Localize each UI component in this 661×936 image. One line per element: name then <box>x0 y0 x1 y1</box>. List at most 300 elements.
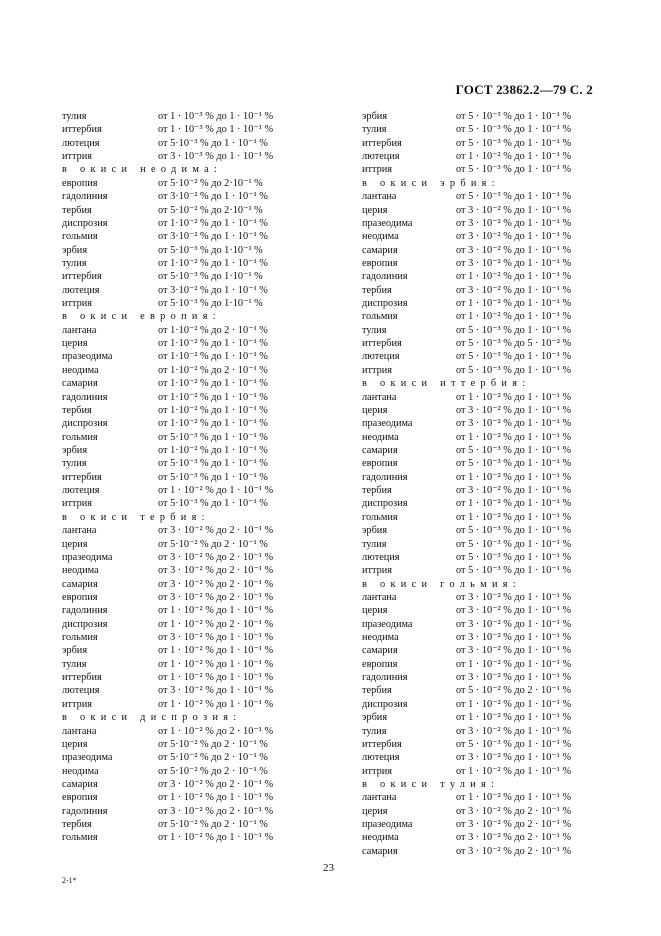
concentration-range: от 3 · 10⁻² % до 2 · 10⁻¹ % <box>158 778 274 790</box>
concentration-range: от 3 · 10⁻² % до 1 · 10⁻¹ % <box>456 591 572 603</box>
element-name: лантана <box>362 792 397 804</box>
element-name: эрбия <box>362 111 388 122</box>
element-range-row <box>362 725 602 738</box>
element-range-row <box>362 444 602 457</box>
element-name: гольмия <box>362 311 398 323</box>
concentration-range: от 1 · 10⁻² % до 1 · 10⁻¹ % <box>456 658 572 670</box>
concentration-range: от 3 · 10⁻² % до 2 · 10⁻¹ % <box>456 845 572 857</box>
concentration-range: от 3 · 10⁻² % до 1 · 10⁻¹ % <box>456 605 572 617</box>
element-name: гольмия <box>62 431 98 443</box>
element-range-row <box>62 444 302 457</box>
concentration-range: от 5 · 10⁻³ % до 5 · 10⁻² % <box>456 338 572 350</box>
element-name: иттрия <box>62 498 93 510</box>
element-name: лютеция <box>62 137 100 149</box>
element-name: лютеция <box>62 485 100 497</box>
element-name: иттербия <box>62 471 102 483</box>
element-name: иттербия <box>62 271 102 283</box>
concentration-range: от 5·10⁻² % до 2 · 10⁻¹ % <box>158 819 268 831</box>
element-range-row <box>62 471 302 484</box>
element-range-row <box>362 163 602 176</box>
concentration-range: от 5·10⁻³ % до 1 · 10⁻¹ % <box>158 458 268 470</box>
element-name: гадолиния <box>362 271 408 283</box>
element-range-row <box>62 524 302 537</box>
element-range-row <box>362 324 602 337</box>
element-name: эрбия <box>62 645 88 657</box>
element-range-row <box>62 350 302 363</box>
concentration-range: от 1·10⁻² % до 1 · 10⁻¹ % <box>158 338 268 350</box>
concentration-range: от 1 · 10⁻³ % до 1 · 10⁻¹ % <box>158 124 274 136</box>
element-name: иттербия <box>362 338 402 350</box>
concentration-range: от 3 · 10⁻² % до 1 · 10⁻¹ % <box>456 725 572 737</box>
element-range-row <box>62 791 302 804</box>
element-name: празеодима <box>62 551 113 563</box>
section-heading-text: в окиси европия: <box>62 311 221 323</box>
element-range-row <box>362 591 602 604</box>
element-name: эрбия <box>62 244 88 256</box>
concentration-range: от 5·10⁻³ % до 1 · 10⁻¹ % <box>158 498 268 510</box>
concentration-range: от 1 · 10⁻² % до 1 · 10⁻¹ % <box>456 151 572 163</box>
element-name: эрбия <box>362 712 388 724</box>
element-range-row <box>62 177 302 190</box>
element-name: лантана <box>362 591 397 603</box>
element-name: лютеция <box>62 685 100 697</box>
concentration-range: от 5·10⁻² % до 2 · 10⁻¹ % <box>158 752 268 764</box>
element-range-row <box>62 578 302 591</box>
element-range-row <box>362 337 602 350</box>
element-range-row <box>62 230 302 243</box>
element-range-row <box>62 725 302 738</box>
concentration-range: от 1 · 10⁻² % до 2 · 10⁻¹ % <box>158 725 274 737</box>
element-name: тулия <box>62 658 87 670</box>
concentration-range: от 5·10⁻³ % до 1 · 10⁻¹ % <box>158 431 268 443</box>
concentration-range: от 5 · 10⁻³ % до 1 · 10⁻¹ % <box>456 124 572 136</box>
right-column <box>362 110 602 858</box>
element-range-row <box>62 698 302 711</box>
element-range-row <box>62 618 302 631</box>
element-range-row <box>62 457 302 470</box>
element-range-row <box>62 123 302 136</box>
element-name: неодима <box>362 231 399 243</box>
element-name: церия <box>362 805 388 817</box>
element-name: празеодима <box>362 217 413 229</box>
concentration-range: от 3 · 10⁻² % до 2 · 10⁻¹ % <box>158 565 274 577</box>
element-name: иттрия <box>362 565 393 577</box>
section-heading-text: в окиси иттербия: <box>362 378 531 390</box>
element-range-row <box>362 551 602 564</box>
element-range-row <box>362 564 602 577</box>
section-heading-text: в окиси диспрозия: <box>62 712 242 724</box>
element-name: гадолиния <box>62 191 108 203</box>
concentration-range: от 1 · 10⁻² % до 1 · 10⁻¹ % <box>456 271 572 283</box>
element-range-row <box>62 404 302 417</box>
concentration-range: от 5·10⁻³ % до 1·10⁻¹ % <box>158 298 263 310</box>
element-name: европия <box>62 177 98 189</box>
element-range-row <box>362 150 602 163</box>
element-range-row <box>362 845 602 858</box>
concentration-range: от 3 · 10⁻² % до 1 · 10⁻¹ % <box>456 672 572 684</box>
element-range-row <box>62 631 302 644</box>
page-number: 23 <box>323 862 334 874</box>
concentration-range: от 5·10⁻³ % до 1·10⁻¹ % <box>158 271 263 283</box>
concentration-range: от 1 · 10⁻² % до 1 · 10⁻¹ % <box>456 712 572 724</box>
element-range-row <box>362 391 602 404</box>
element-name: самария <box>62 578 98 590</box>
section-heading <box>62 511 302 524</box>
element-range-row <box>62 751 302 764</box>
element-range-row <box>62 805 302 818</box>
concentration-range: от 3 · 10⁻² % до 2 · 10⁻¹ % <box>158 525 274 537</box>
concentration-range: от 1·10⁻² % до 1 · 10⁻¹ % <box>158 217 268 229</box>
element-name: гадолиния <box>362 672 408 684</box>
concentration-range: от 3 · 10⁻² % до 2 · 10⁻¹ % <box>158 551 274 563</box>
element-name: диспрозия <box>62 618 108 630</box>
section-heading-text: в окиси эрбия: <box>362 177 500 189</box>
element-range-row <box>362 230 602 243</box>
element-range-row <box>362 204 602 217</box>
element-name: иттрия <box>62 151 93 163</box>
element-range-row <box>362 350 602 363</box>
element-name: самария <box>362 845 398 857</box>
concentration-range: от 1 · 10⁻² % до 1 · 10⁻¹ % <box>456 391 572 403</box>
element-name: иттербия <box>62 124 102 136</box>
element-name: европия <box>362 658 398 670</box>
concentration-range: от 1 · 10⁻² % до 1 · 10⁻¹ % <box>456 792 572 804</box>
section-heading-text: в окиси неодима: <box>62 164 223 176</box>
concentration-range: от 3 · 10⁻² % до 2 · 10⁻¹ % <box>158 805 274 817</box>
concentration-range: от 1 · 10⁻² % до 1 · 10⁻¹ % <box>456 431 572 443</box>
concentration-range: от 5·10⁻² % до 2·10⁻¹ % <box>158 204 263 216</box>
concentration-range: от 1 · 10⁻³ % до 1 · 10⁻¹ % <box>158 111 274 122</box>
element-name: церия <box>62 338 88 350</box>
element-range-row <box>362 631 602 644</box>
concentration-range: от 3 · 10⁻² % до 1 · 10⁻¹ % <box>456 632 572 644</box>
element-range-row <box>62 190 302 203</box>
element-name: гадолиния <box>62 805 108 817</box>
element-name: иттрия <box>62 298 93 310</box>
element-range-row <box>362 431 602 444</box>
element-name: тулия <box>362 725 387 737</box>
element-name: церия <box>362 404 388 416</box>
element-name: празеодима <box>362 618 413 630</box>
element-name: неодима <box>362 632 399 644</box>
concentration-range: от 5·10⁻³ % до 1·10⁻¹ % <box>158 244 263 256</box>
element-name: иттрия <box>362 364 393 376</box>
concentration-range: от 3 · 10⁻² % до 1 · 10⁻¹ % <box>158 632 274 644</box>
element-range-row <box>62 778 302 791</box>
section-heading <box>62 163 302 176</box>
element-name: церия <box>362 605 388 617</box>
concentration-range: от 5 · 10⁻³ % до 1 · 10⁻¹ % <box>456 551 572 563</box>
element-name: гольмия <box>362 511 398 523</box>
element-name: тулия <box>362 538 387 550</box>
element-name: лютеция <box>362 551 400 563</box>
concentration-range: от 1 · 10⁻² % до 1 · 10⁻¹ % <box>456 511 572 523</box>
concentration-range: от 1 · 10⁻² % до 1 · 10⁻¹ % <box>456 698 572 710</box>
element-range-row <box>362 831 602 844</box>
element-range-row <box>62 591 302 604</box>
concentration-range: от 1 · 10⁻² % до 1 · 10⁻¹ % <box>456 765 572 777</box>
concentration-range: от 3 · 10⁻² % до 2 · 10⁻¹ % <box>158 578 274 590</box>
element-range-row <box>362 217 602 230</box>
concentration-range: от 3 · 10⁻² % до 1 · 10⁻¹ % <box>456 485 572 497</box>
element-range-row <box>362 497 602 510</box>
concentration-range: от 3 · 10⁻² % до 1 · 10⁻¹ % <box>456 244 572 256</box>
element-name: неодима <box>62 364 99 376</box>
concentration-range: от 1 · 10⁻² % до 1 · 10⁻¹ % <box>158 832 274 844</box>
element-name: гольмия <box>62 632 98 644</box>
element-name: лютеция <box>362 752 400 764</box>
concentration-range: от 1 · 10⁻² % до 1 · 10⁻¹ % <box>158 672 274 684</box>
element-name: тулия <box>62 257 87 269</box>
concentration-range: от 1·10⁻² % до 1 · 10⁻¹ % <box>158 404 268 416</box>
concentration-range: от 1·10⁻² % до 1 · 10⁻¹ % <box>158 444 268 456</box>
element-name: тербия <box>362 485 392 497</box>
element-name: празеодима <box>362 819 413 831</box>
element-name: неодима <box>362 832 399 844</box>
concentration-range: от 1·10⁻² % до 2 · 10⁻¹ % <box>158 364 268 376</box>
concentration-range: от 3 · 10⁻² % до 1 · 10⁻¹ % <box>158 685 274 697</box>
element-range-row <box>62 431 302 444</box>
concentration-range: от 1 · 10⁻² % до 1 · 10⁻¹ % <box>456 298 572 310</box>
element-name: диспрозия <box>362 698 408 710</box>
element-name: тербия <box>62 404 92 416</box>
concentration-range: от 1 · 10⁻² % до 1 · 10⁻¹ % <box>158 698 274 710</box>
element-range-row <box>362 270 602 283</box>
element-name: диспрозия <box>362 498 408 510</box>
concentration-range: от 5 · 10⁻³ % до 1 · 10⁻¹ % <box>456 738 572 750</box>
element-range-row <box>362 297 602 310</box>
element-name: гадолиния <box>62 605 108 617</box>
element-range-row <box>62 297 302 310</box>
element-name: тулия <box>362 324 387 336</box>
concentration-range: от 3 · 10⁻² % до 1 · 10⁻¹ % <box>456 204 572 216</box>
element-range-row <box>62 765 302 778</box>
concentration-range: от 5 · 10⁻³ % до 1 · 10⁻¹ % <box>456 458 572 470</box>
element-name: празеодима <box>62 351 113 363</box>
concentration-range: от 3 · 10⁻² % до 2 · 10⁻¹ % <box>456 805 572 817</box>
element-range-row <box>362 110 602 123</box>
element-name: диспрозия <box>362 298 408 310</box>
concentration-range: от 1·10⁻² % до 1 · 10⁻¹ % <box>158 378 268 390</box>
element-name: тулия <box>62 111 87 122</box>
concentration-range: от 5 · 10⁻³ % до 1 · 10⁻¹ % <box>456 137 572 149</box>
element-name: тулия <box>62 458 87 470</box>
concentration-range: от 5 · 10⁻³ % до 1 · 10⁻¹ % <box>456 525 572 537</box>
element-range-row <box>362 257 602 270</box>
concentration-range: от 5 · 10⁻³ % до 1 · 10⁻¹ % <box>456 191 572 203</box>
element-range-row <box>362 658 602 671</box>
concentration-range: от 5 · 10⁻³ % до 1 · 10⁻¹ % <box>456 565 572 577</box>
element-range-row <box>62 110 302 123</box>
element-range-row <box>362 604 602 617</box>
element-name: иттербия <box>62 672 102 684</box>
section-heading <box>362 578 602 591</box>
element-name: самария <box>362 645 398 657</box>
element-name: празеодима <box>62 752 113 764</box>
concentration-range: от 1 · 10⁻² % до 1 · 10⁻¹ % <box>158 485 274 497</box>
element-name: лютеция <box>362 151 400 163</box>
element-name: неодима <box>362 431 399 443</box>
concentration-range: от 5 · 10⁻² % до 2 · 10⁻¹ % <box>456 685 572 697</box>
element-range-row <box>62 538 302 551</box>
section-heading-text: в окиси гольмия: <box>362 578 521 590</box>
element-name: церия <box>62 738 88 750</box>
sheet-mark: 2-1* <box>62 876 77 885</box>
element-name: иттрия <box>362 765 393 777</box>
element-name: иттербия <box>362 137 402 149</box>
element-range-row <box>62 137 302 150</box>
concentration-range: от 3 · 10⁻² % до 2 · 10⁻¹ % <box>158 591 274 603</box>
concentration-range: от 3 · 10⁻² % до 1 · 10⁻¹ % <box>456 257 572 269</box>
concentration-range: от 5 · 10⁻³ % до 1 · 10⁻¹ % <box>456 351 572 363</box>
section-heading-text: в окиси тербия: <box>62 511 210 523</box>
element-range-row <box>362 738 602 751</box>
element-range-row <box>362 791 602 804</box>
concentration-range: от 3·10⁻² % до 1 · 10⁻¹ % <box>158 231 268 243</box>
element-name: гадолиния <box>362 471 408 483</box>
element-range-row <box>362 404 602 417</box>
element-name: самария <box>62 778 98 790</box>
standard-header: ГОСТ 23862.2—79 С. 2 <box>455 82 593 97</box>
element-range-row <box>62 497 302 510</box>
element-range-row <box>62 217 302 230</box>
element-range-row <box>62 364 302 377</box>
element-range-row <box>62 484 302 497</box>
concentration-range: от 3 · 10⁻² % до 1 · 10⁻¹ % <box>456 284 572 296</box>
element-name: церия <box>362 204 388 216</box>
element-range-row <box>62 324 302 337</box>
element-name: гадолиния <box>62 391 108 403</box>
concentration-range: от 1 · 10⁻² % до 1 · 10⁻¹ % <box>158 605 274 617</box>
element-name: гольмия <box>62 231 98 243</box>
element-range-row <box>362 751 602 764</box>
element-name: неодима <box>62 765 99 777</box>
concentration-range: от 5 · 10⁻³ % до 1 · 10⁻¹ % <box>456 444 572 456</box>
element-name: лантана <box>62 725 97 737</box>
concentration-range: от 5 · 10⁻³ % до 1 · 10⁻¹ % <box>456 164 572 176</box>
element-name: иттрия <box>62 698 93 710</box>
section-heading-text: в окиси тулия: <box>362 778 500 790</box>
element-range-row <box>362 618 602 631</box>
element-range-row <box>362 818 602 831</box>
concentration-range: от 1 · 10⁻² % до 1 · 10⁻¹ % <box>456 311 572 323</box>
element-name: лантана <box>362 391 397 403</box>
element-range-row <box>362 417 602 430</box>
element-range-row <box>62 417 302 430</box>
concentration-range: от 3 · 10⁻² % до 1 · 10⁻¹ % <box>456 231 572 243</box>
concentration-range: от 3 · 10⁻² % до 1 · 10⁻¹ % <box>456 618 572 630</box>
element-range-row <box>62 818 302 831</box>
concentration-range: от 1·10⁻² % до 1 · 10⁻¹ % <box>158 391 268 403</box>
concentration-range: от 5 · 10⁻³ % до 1 · 10⁻¹ % <box>456 111 572 122</box>
element-name: самария <box>362 244 398 256</box>
element-range-row <box>362 511 602 524</box>
element-range-row <box>62 738 302 751</box>
concentration-range: от 5·10⁻² % до 2 · 10⁻¹ % <box>158 738 268 750</box>
element-range-row <box>62 671 302 684</box>
element-name: тербия <box>62 819 92 831</box>
concentration-range: от 5·10⁻² % до 2 · 10⁻¹ % <box>158 765 268 777</box>
concentration-range: от 5·10⁻³ % до 1 · 10⁻¹ % <box>158 137 268 149</box>
element-name: иттрия <box>362 164 393 176</box>
concentration-range: от 1·10⁻² % до 1 · 10⁻¹ % <box>158 418 268 430</box>
concentration-range: от 1·10⁻² % до 1 · 10⁻¹ % <box>158 257 268 269</box>
element-range-row <box>362 805 602 818</box>
concentration-range: от 3 · 10⁻² % до 1 · 10⁻¹ % <box>456 217 572 229</box>
element-name: лантана <box>362 191 397 203</box>
element-range-row <box>62 244 302 257</box>
concentration-range: от 1 · 10⁻² % до 1 · 10⁻¹ % <box>158 658 274 670</box>
concentration-range: от 3 · 10⁻² % до 1 · 10⁻¹ % <box>456 645 572 657</box>
element-name: самария <box>362 444 398 456</box>
concentration-range: от 3·10⁻² % до 1 · 10⁻¹ % <box>158 284 268 296</box>
concentration-range: от 1 · 10⁻² % до 2 · 10⁻¹ % <box>158 618 274 630</box>
concentration-range: от 5·10⁻³ % до 1 · 10⁻¹ % <box>158 471 268 483</box>
element-range-row <box>362 137 602 150</box>
element-range-row <box>362 457 602 470</box>
element-range-row <box>362 698 602 711</box>
section-heading <box>362 778 602 791</box>
element-range-row <box>62 644 302 657</box>
concentration-range: от 1 · 10⁻² % до 1 · 10⁻¹ % <box>158 792 274 804</box>
element-range-row <box>62 270 302 283</box>
element-name: тербия <box>362 284 392 296</box>
element-name: эрбия <box>62 444 88 456</box>
element-range-row <box>362 123 602 136</box>
element-name: европия <box>362 257 398 269</box>
element-range-row <box>362 538 602 551</box>
concentration-range: от 1 · 10⁻² % до 1 · 10⁻¹ % <box>158 645 274 657</box>
concentration-range: от 5·10⁻² % до 2·10⁻¹ % <box>158 177 263 189</box>
section-heading <box>362 177 602 190</box>
element-range-row <box>62 257 302 270</box>
element-name: тулия <box>362 124 387 136</box>
element-range-row <box>362 644 602 657</box>
element-range-row <box>62 564 302 577</box>
element-name: лантана <box>62 324 97 336</box>
element-range-row <box>362 284 602 297</box>
concentration-range: от 3 · 10⁻² % до 2 · 10⁻¹ % <box>456 832 572 844</box>
element-range-row <box>362 190 602 203</box>
element-name: европия <box>62 792 98 804</box>
element-name: лютеция <box>62 284 100 296</box>
element-range-row <box>62 831 302 844</box>
element-range-row <box>362 310 602 323</box>
concentration-range: от 1 · 10⁻² % до 1 · 10⁻¹ % <box>456 498 572 510</box>
element-range-row <box>62 337 302 350</box>
concentration-range: от 1·10⁻² % до 2 · 10⁻¹ % <box>158 324 268 336</box>
element-range-row <box>62 284 302 297</box>
concentration-range: от 3 · 10⁻² % до 1 · 10⁻¹ % <box>456 404 572 416</box>
element-name: европия <box>362 458 398 470</box>
element-name: иттербия <box>362 738 402 750</box>
element-range-row <box>62 551 302 564</box>
concentration-range: от 3 · 10⁻² % до 1 · 10⁻¹ % <box>456 418 572 430</box>
concentration-range: от 5 · 10⁻³ % до 1 · 10⁻¹ % <box>456 324 572 336</box>
concentration-range: от 1·10⁻² % до 1 · 10⁻¹ % <box>158 351 268 363</box>
element-name: церия <box>62 538 88 550</box>
element-range-row <box>62 658 302 671</box>
element-range-row <box>62 204 302 217</box>
element-range-row <box>362 524 602 537</box>
element-name: празеодима <box>362 418 413 430</box>
left-column <box>62 110 302 845</box>
element-range-row <box>362 484 602 497</box>
element-range-row <box>362 471 602 484</box>
element-range-row <box>62 150 302 163</box>
element-name: тербия <box>362 685 392 697</box>
element-range-row <box>62 684 302 697</box>
